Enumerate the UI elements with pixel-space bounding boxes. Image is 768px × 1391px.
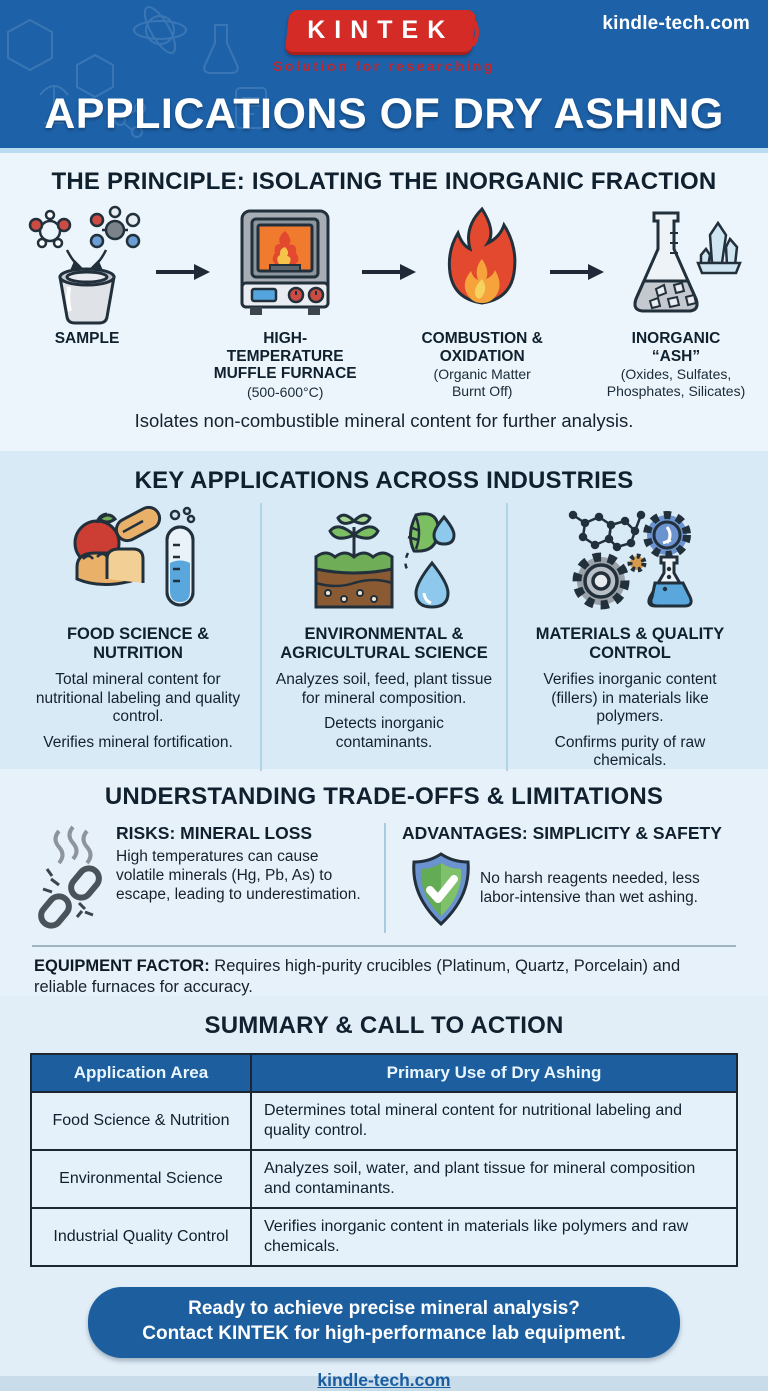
application-title: FOOD SCIENCE & NUTRITION <box>66 625 210 663</box>
application-text: Detects inorganic contaminants. <box>324 715 444 751</box>
footer-website-link[interactable]: kindle-tech.com <box>317 1370 451 1391</box>
step-label: INORGANIC “ASH” <box>631 330 721 365</box>
table-cell-area: Environmental Science <box>31 1150 251 1208</box>
kintek-logo <box>0 10 768 74</box>
tradeoffs-grid <box>0 823 768 933</box>
table-row <box>31 1208 737 1266</box>
application-text: Total mineral content for nutritional labeling and quality control. <box>35 670 241 726</box>
table-row <box>31 1092 737 1150</box>
contact-cta-button[interactable] <box>88 1287 680 1358</box>
step-ash <box>606 204 746 399</box>
tradeoffs-section <box>0 769 768 996</box>
shield-check-icon <box>402 850 480 928</box>
advantages-text: No harsh reagents needed, less labor-intensive than wet ashing. <box>480 870 700 906</box>
step-label: COMBUSTION & OXIDATION <box>421 330 543 365</box>
advantages-title: ADVANTAGES: SIMPLICITY & SAFETY <box>402 823 722 843</box>
process-flow <box>0 196 768 400</box>
broken-chain-icon <box>30 823 116 933</box>
summary-section <box>0 996 768 1391</box>
risks-title: RISKS: MINERAL LOSS <box>116 823 313 843</box>
principle-caption: Isolates non-combustible mineral content for further analysis. <box>134 410 634 432</box>
application-text: Confirms purity of raw chemicals. <box>554 733 706 770</box>
table-header-application-area: Application Area <box>31 1054 251 1092</box>
application-text: Verifies mineral fortification. <box>43 733 233 751</box>
muffle-furnace-icon <box>212 204 358 326</box>
step-sub: (500-600°C) <box>246 383 324 400</box>
step-sample <box>22 204 152 349</box>
table-cell-use: Verifies inorganic content in materials like polymers and raw chemicals. <box>251 1208 737 1266</box>
risks-text: High temperatures can cause volatile minerals (Hg, Pb, As) to escape, leading to underestimation. <box>116 848 361 903</box>
principle-section <box>0 153 768 451</box>
cta-line-2: Contact KINTEK for high-performance lab equipment. <box>142 1322 626 1344</box>
table-row <box>31 1150 737 1208</box>
flow-arrow-icon <box>358 262 418 287</box>
summary-table <box>30 1053 738 1267</box>
tradeoffs-title: UNDERSTANDING TRADE-OFFS & LIMITATIONS <box>104 783 664 810</box>
table-cell-use: Analyzes soil, water, and plant tissue for mineral composition and contaminants. <box>251 1150 737 1208</box>
materials-quality-icon <box>520 503 740 619</box>
advantages-block <box>384 823 738 933</box>
ash-flask-icon <box>606 204 746 326</box>
step-sub: (Oxides, Sulfates, Phosphates, Silicates) <box>606 366 746 399</box>
table-header-row <box>31 1054 737 1092</box>
kintek-logo-text: KINTEK <box>307 16 455 44</box>
principle-title: THE PRINCIPLE: ISOLATING THE INORGANIC FRACTION <box>51 168 717 195</box>
application-environment <box>260 503 506 771</box>
header-website-label: kindle-tech.com <box>602 13 750 34</box>
risks-block <box>30 823 384 933</box>
flow-arrow-icon <box>152 262 212 287</box>
step-label: SAMPLE <box>54 330 120 347</box>
cta-line-1: Ready to achieve precise mineral analysis? <box>188 1298 580 1319</box>
equipment-factor-label: EQUIPMENT FACTOR: <box>34 957 210 975</box>
application-food <box>16 503 260 771</box>
flame-icon <box>418 204 546 326</box>
applications-section <box>0 451 768 769</box>
header <box>0 0 768 148</box>
application-title: ENVIRONMENTAL & AGRICULTURAL SCIENCE <box>280 625 488 663</box>
section-divider <box>32 945 736 947</box>
food-nutrition-icon <box>28 503 248 619</box>
summary-title: SUMMARY & CALL TO ACTION <box>204 1012 564 1039</box>
advantages-row <box>402 850 738 928</box>
step-furnace <box>212 204 358 400</box>
application-materials <box>506 503 752 771</box>
environment-agriculture-icon <box>274 503 494 619</box>
step-label: HIGH-TEMPERATURE MUFFLE FURNACE <box>213 330 357 383</box>
application-title: MATERIALS & QUALITY CONTROL <box>535 625 725 663</box>
kintek-logo-tagline: Solution for researching <box>273 58 495 74</box>
kintek-logo-paren: ) <box>470 14 481 47</box>
application-text: Verifies inorganic content (fillers) in materials like polymers. <box>543 670 717 726</box>
footer <box>0 1370 768 1391</box>
applications-grid <box>0 503 768 771</box>
crucible-sample-icon <box>22 204 152 326</box>
table-header-primary-use: Primary Use of Dry Ashing <box>251 1054 737 1092</box>
step-sub: (Organic Matter Burnt Off) <box>433 366 531 399</box>
risks-text-block <box>116 823 370 933</box>
kintek-logo-box <box>285 10 477 55</box>
table-cell-use: Determines total mineral content for nutritional labeling and quality control. <box>251 1092 737 1150</box>
flow-arrow-icon <box>546 262 606 287</box>
applications-title: KEY APPLICATIONS ACROSS INDUSTRIES <box>134 467 634 494</box>
equipment-factor-text: Requires high-purity crucibles (Platinum, Quartz, Porcelain) and reliable furnaces for accuracy. <box>34 957 681 996</box>
application-text: Analyzes soil, feed, plant tissue for mineral composition. <box>275 670 493 707</box>
table-cell-area: Industrial Quality Control <box>31 1208 251 1266</box>
page-title: APPLICATIONS OF DRY ASHING <box>44 90 724 138</box>
table-cell-area: Food Science & Nutrition <box>31 1092 251 1150</box>
equipment-factor <box>0 956 768 997</box>
step-combustion <box>418 204 546 399</box>
